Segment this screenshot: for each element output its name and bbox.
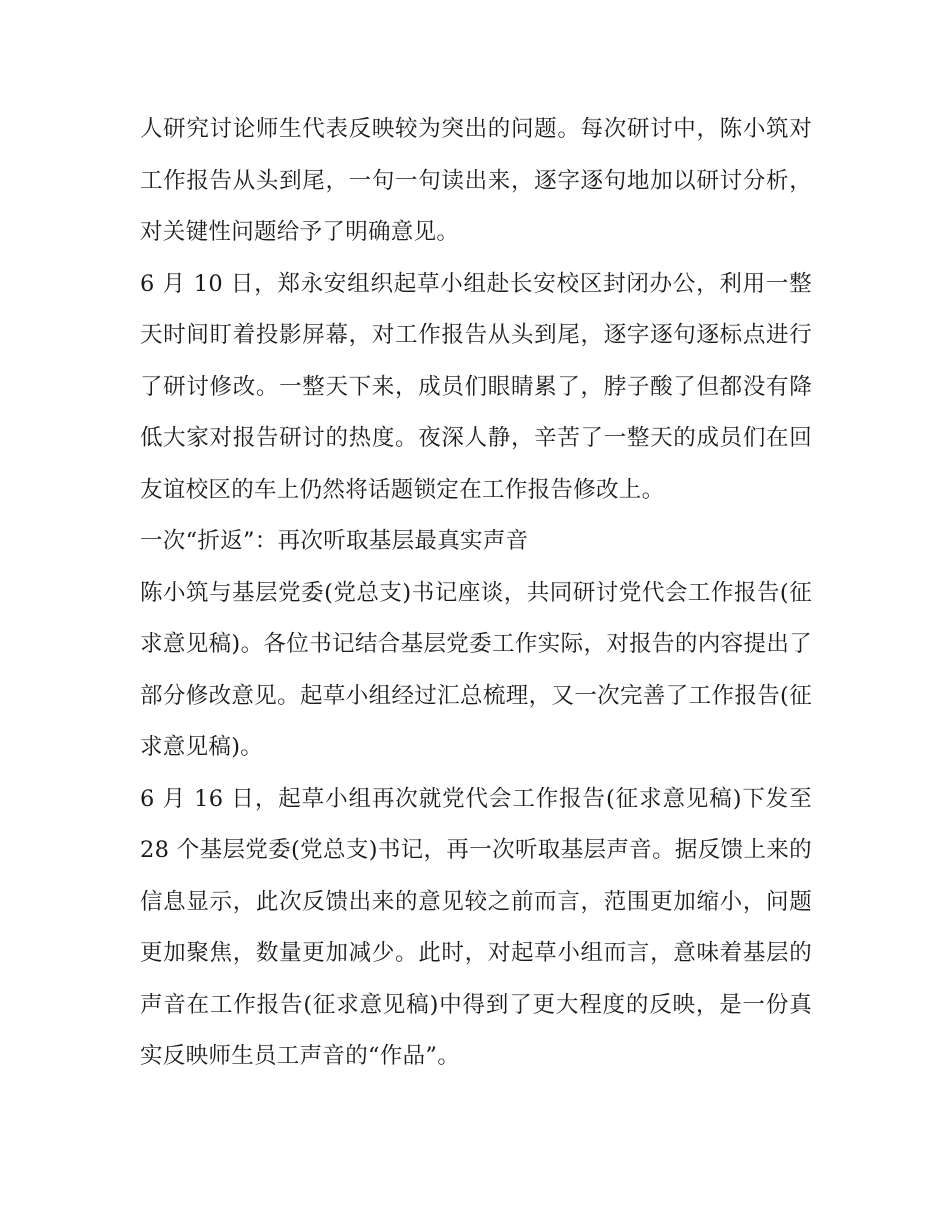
paragraph-research-discussion: 人研究讨论师生代表反映较为突出的问题。每次研讨中，陈小筑对工作报告从头到尾，一句一句读出来，逐字逐句地加以研讨分析，对关键性问题给予了明确意见。: [140, 116, 812, 245]
document-body: [140, 104, 812, 1083]
paragraph-june-10: 6 月 10 日，郑永安组织起草小组赴长安校区封闭办公，利用一整天时间盯着投影屏幕，对工作报告从头到尾，逐字逐句逐标点进行了研讨修改。一整天下来，成员们眼睛累了，脖子酸了但都没有降低大家对报告研讨的热度。夜深人静，辛苦了一整天的成员们在回友谊校区的车上仍然将话题锁定在工作报告修改上。: [140, 270, 812, 503]
paragraph-june-16: 6 月 16 日，起草小组再次就党代会工作报告(征求意见稿)下发至 28 个基层党委(党总支)书记，再一次听取基层声音。据反馈上来的信息显示，此次反馈出来的意见较之前而言，范围更加缩小，问题更加聚焦，数量更加减少。此时，对起草小组而言，意味着基层的声音在工作报告(征求意见稿)中得到了更大程度的反映，是一份真实反映师生员工声音的“作品”。: [140, 785, 812, 1069]
paragraph-secretary-meeting: 陈小筑与基层党委(党总支)书记座谈，共同研讨党代会工作报告(征求意见稿)。各位书记结合基层党委工作实际，对报告的内容提出了部分修改意见。起草小组经过汇总梳理，又一次完善了工作报告(征求意见稿)。: [140, 579, 812, 760]
section-heading-return: 一次“折返”：再次听取基层最真实声音: [140, 528, 529, 554]
